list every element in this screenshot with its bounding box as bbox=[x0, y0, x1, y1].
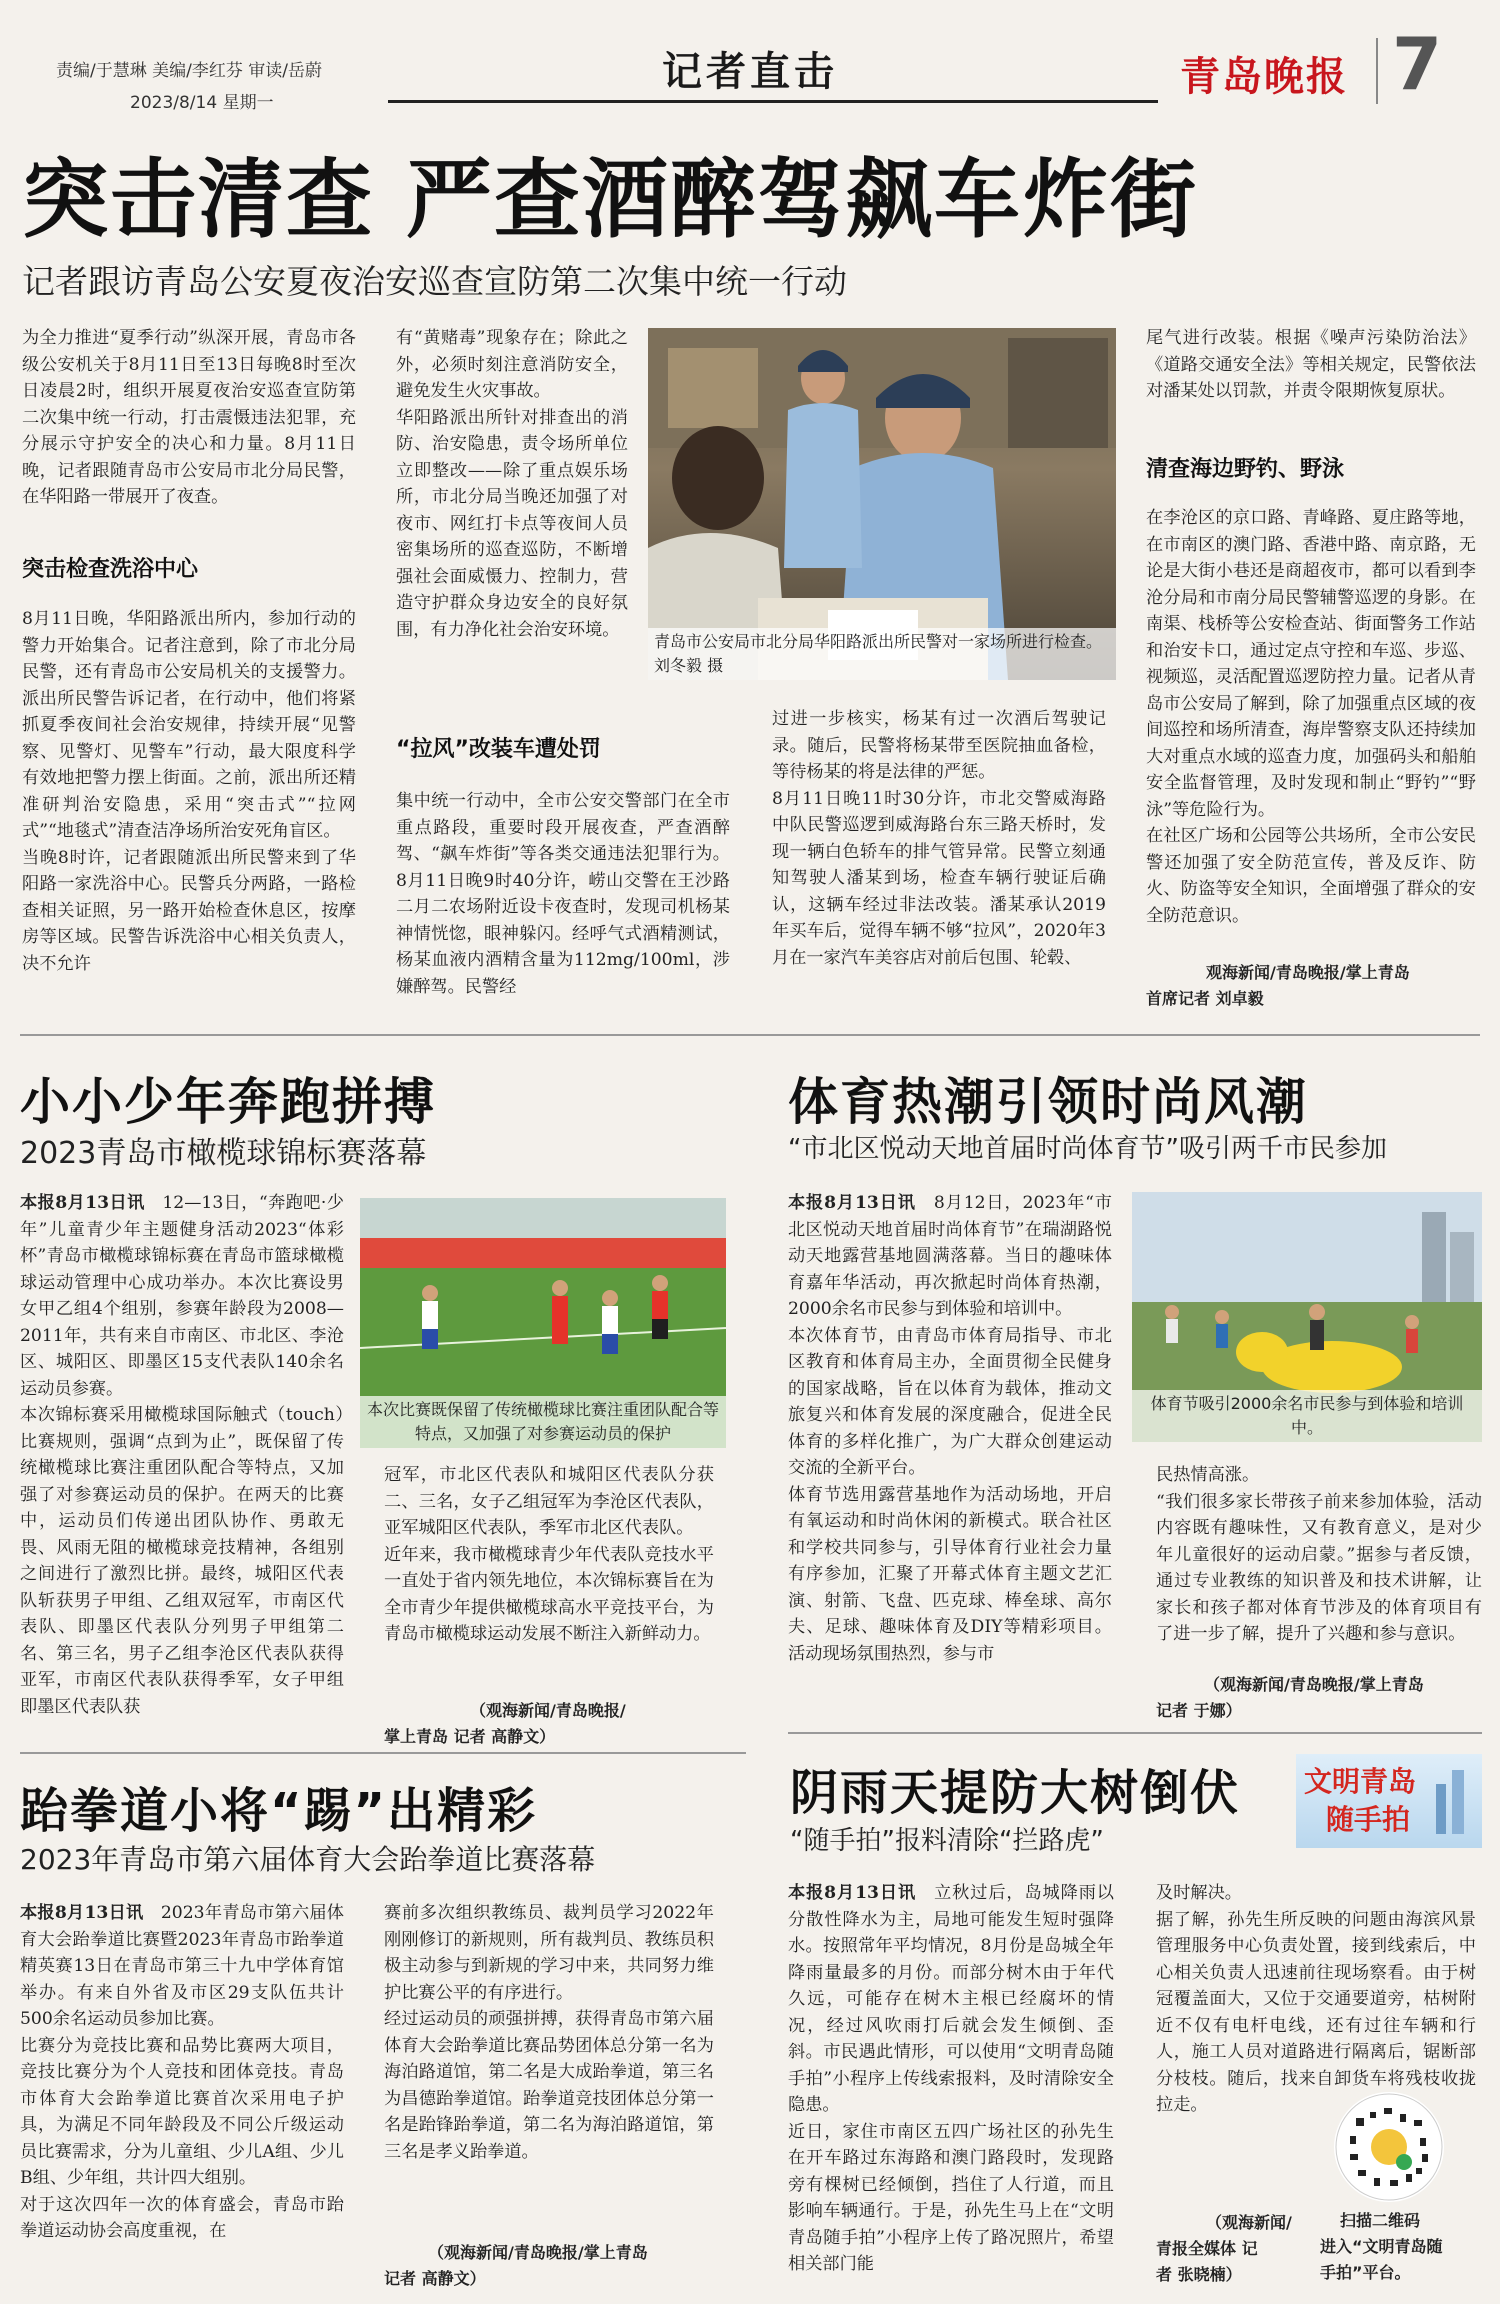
badge-building-icon bbox=[1436, 1784, 1446, 1834]
qr-caption-line2: 进入“文明青岛随 bbox=[1320, 2237, 1443, 2256]
story5-headline: 阴雨天提防大树倒伏 bbox=[790, 1765, 1241, 1821]
story4-subheadline: 2023年青岛市第六届体育大会跆拳道比赛落幕 bbox=[20, 1843, 596, 1876]
story5-credit-line1: （观海新闻/ bbox=[1206, 2213, 1292, 2232]
section-divider bbox=[20, 1034, 1480, 1036]
story4-headline: 跆拳道小将“踢”出精彩 bbox=[20, 1783, 538, 1839]
story4-credit-reporter: 记者 高静文） bbox=[384, 2269, 486, 2288]
qr-caption-line1: 扫描二维码 bbox=[1340, 2211, 1421, 2230]
newspaper-brand: 青岛晚报 bbox=[1180, 53, 1348, 100]
badge-title-line1: 文明青岛 bbox=[1304, 1765, 1417, 1798]
story5-subheadline: “随手拍”报料清除“拦路虎” bbox=[790, 1826, 1104, 1856]
story3-credit-reporter: 记者 于娜） bbox=[1156, 1701, 1242, 1720]
story4-col2: 赛前多次组织教练员、裁判员学习2022年刚刚修订的新规则，所有裁判员、教练员积极主动参与到新规的学习中来，共同努力维护比赛公平的有序进行。 经过运动员的顽强拼搏，获得青岛市第六届体育大会跆拳道比赛品势团体总分第一名为海泊路道馆，第二名是大成跆拳道，第三名为昌德跆拳道馆。跆拳道竞技团体总分第一名是跆锋跆拳道，第二名为海泊路道馆，第三名是孝义跆拳道。 bbox=[384, 1903, 714, 2162]
qr-code-icon[interactable] bbox=[1334, 2092, 1444, 2202]
badge-building-icon bbox=[1452, 1770, 1464, 1834]
story4-col1-text: 2023年青岛市第六届体育大会跆拳道比赛暨2023年青岛市跆拳道精英赛13日在青岛市第三十九中学体育馆举办。有来自外省及市区29支队伍共计500余名运动员参加比赛。 比赛分为竞技比赛和品势比赛两大项目，竞技比赛分为个人竞技和团体竞技。青岛市体育大会跆拳道比赛首次采用电子护具，为满足不同年龄段及不同公斤级运动员比赛需求，分为儿童组、少儿A组、少儿B组、少年组，共计四大组别。 对于这次四年一次的体育盛会，青岛市跆拳道运动协会高度重视，在 bbox=[20, 1903, 344, 2241]
story2-credit-reporter: 掌上青岛 记者 高静文） bbox=[384, 1727, 556, 1746]
story2-dateline: 本报8月13日讯 bbox=[20, 1193, 145, 1213]
badge-title-line2: 随手拍 bbox=[1326, 1803, 1411, 1836]
qr-caption-line3: 手拍”平台。 bbox=[1320, 2263, 1411, 2282]
story3-dateline: 本报8月13日讯 bbox=[788, 1193, 916, 1213]
story3-credit-outlets: （观海新闻/青岛晚报/掌上青岛 bbox=[1204, 1675, 1424, 1694]
civilized-qingdao-badge bbox=[1296, 1754, 1482, 1848]
story4-dateline: 本报8月13日讯 bbox=[20, 1903, 144, 1923]
header-rule bbox=[388, 100, 1158, 103]
section-divider-right bbox=[788, 1732, 1482, 1734]
story2-col1 bbox=[20, 1190, 344, 1745]
story1-credit-reporter: 首席记者 刘卓毅 bbox=[1146, 989, 1264, 1008]
story4-credit-outlets: （观海新闻/青岛晚报/掌上青岛 bbox=[428, 2243, 648, 2262]
story1-subhead-beach: 清查海边野钓、野泳 bbox=[1146, 457, 1345, 482]
story2-credit-outlets: （观海新闻/青岛晚报/ bbox=[470, 1701, 626, 1720]
police-photo-caption: 青岛市公安局市北分局华阳路派出所民警对一家场所进行检查。 刘冬毅 摄 bbox=[648, 628, 1116, 680]
page-number: 7 bbox=[1392, 22, 1443, 106]
sports-festival-photo bbox=[1132, 1192, 1482, 1442]
story1-col2-top: 有“黄赌毒”现象存在；除此之外，必须时刻注意消防安全，避免发生火灾事故。 华阳路派出所针对排查出的消防、治安隐患，责令场所单位立即整改——除了重点娱乐场所，市北分局当晚还加强了对夜市、网红打卡点等夜间人员密集场所的巡查巡防，不断增强社会面威慑力、控制力，营造守护群众身边安全的良好氛围，有力净化社会治安环境。 bbox=[396, 328, 628, 640]
rugby-photo-caption: 本次比赛既保留了传统橄榄球比赛注重团队配合等特点，又加强了对参赛运动员的保护 bbox=[360, 1396, 726, 1448]
rugby-match-photo bbox=[360, 1198, 726, 1448]
story1-col3-bottom: 过进一步核实，杨某有过一次酒后驾驶记录。随后，民警将杨某带至医院抽血备检，等待杨某的将是法律的严惩。 8月11日晚11时30分许，市北交警威海路中队民警巡逻到威海路台东三路天桥时，发现一辆白色轿车的排气管异常。民警立刻通知驾驶人潘某到场，检查车辆行驶证后确认，这辆车经过非法改装。潘某承认2019年买车后，觉得车辆不够“拉风”，2020年3月在一家汽车美容店对前后包围、轮毂、 bbox=[772, 709, 1106, 968]
story1-col4-top: 尾气进行改装。根据《噪声污染防治法》《道路交通安全法》等相关规定，民警依法对潘某处以罚款，并责令限期恢复原状。 bbox=[1146, 328, 1476, 401]
story1-col2-bottom: 集中统一行动中，全市公安交警部门在全市重点路段，重要时段开展夜查，严查酒醉驾、“飙车炸街”等各类交通违法犯罪行为。8月11日晚9时40分许，崂山交警在王沙路二月二农场附近设卡夜查时，发现司机杨某神情恍惚，眼神躲闪。经呼气式酒精测试，杨某血液内酒精含量为112mg/100ml，涉嫌醉驾。民警经 bbox=[396, 791, 730, 997]
story1-subhead-bath: 突击检查洗浴中心 bbox=[22, 557, 199, 582]
story5-col1-text: 立秋过后，岛城降雨以分散性降水为主，局地可能发生短时强降水。按照常年平均情况，8月份是岛城全年降雨量最多的月份。而部分树木由于年代久远，可能存在树木主根已经腐坏的情况，经过风吹雨打后就会发生倾倒、歪斜。市民遇此情形，可以使用“文明青岛随手拍”小程序上传线索报料，及时清除安全隐患。 近日，家住市南区五四广场社区的孙先生在开车路过东海路和澳门路段时，发现路旁有棵树已经倾倒，挡住了人行道，而且影响车辆通行。于是，孙先生马上在“文明青岛随手拍”小程序上传了路况照片，希望相关部门能 bbox=[788, 1883, 1114, 2274]
story2-col1-text: 12—13日，“奔跑吧·少年”儿童青少年主题健身活动2023“体彩杯”青岛市橄榄球锦标赛在青岛市篮球橄榄球运动管理中心成功举办。本次比赛设男女甲乙组4个组别，参赛年龄段为2008—2011年，共有来自市南区、市北区、李沧区、城阳区、即墨区15支代表队140余名运动员参赛。 本次锦标赛采用橄榄球国际触式（touch）比赛规则，强调“点到为止”，既保留了传统橄榄球比赛注重团队配合等特点，又加强了对参赛运动员的保护。在两天的比赛中，运动员们传递出团队协作、勇敢无畏、风雨无阻的橄榄球竞技精神，各组别之间进行了激烈比拼。最终，城阳区代表队斩获男子甲组、乙组双冠军，市南区代表队、即墨区代表队分列男子甲组第二名、第三名，男子乙组李沧区代表队获得亚军，市南区代表队获得季军，女子甲组即墨区代表队获 bbox=[20, 1193, 344, 1717]
story2-subheadline: 2023青岛市橄榄球锦标赛落幕 bbox=[20, 1136, 427, 1171]
issue-date: 2023/8/14 星期一 bbox=[130, 93, 274, 113]
story1-headline: 突击清查 严查酒醉驾飙车炸街 bbox=[22, 150, 1198, 250]
story3-headline: 体育热潮引领时尚风潮 bbox=[788, 1073, 1308, 1131]
story1-credit-outlets: 观海新闻/青岛晚报/掌上青岛 bbox=[1206, 963, 1410, 982]
story5-credit-line2: 青报全媒体 记 bbox=[1156, 2239, 1258, 2258]
story3-col2: 民热情高涨。 “我们很多家长带孩子前来参加体验，活动内容既有趣味性，又有教育意义，是对少年儿童很好的运动启蒙。”据参与者反馈，通过专业教练的知识普及和技术讲解，让家长和孩子都对体育节涉及的体育项目有了进一步了解，提升了兴趣和参与意识。 bbox=[1156, 1465, 1482, 1644]
header-divider bbox=[1376, 38, 1378, 104]
editor-credits: 责编/于慧琳 美编/李红芬 审读/岳蔚 bbox=[56, 61, 322, 81]
story3-subheadline: “市北区悦动天地首届时尚体育节”吸引两千市民参加 bbox=[788, 1134, 1387, 1164]
story1-intro: 为全力推进“夏季行动”纵深开展，青岛市各级公安机关于8月11日至13日每晚8时至次日凌晨2时，组织开展夏夜治安巡查宣防第二次集中统一行动，打击震慑违法犯罪，充分展示守护安全的决心和力量。8月11日晚，记者跟随青岛市公安局市北分局民警，在华阳路一带展开了夜查。 bbox=[22, 328, 356, 507]
story5-credit-line3: 者 张晓楠） bbox=[1156, 2265, 1242, 2284]
story3-col1 bbox=[788, 1190, 1112, 1730]
story1-subhead-cars: “拉风”改装车遭处罚 bbox=[396, 737, 601, 762]
story5-col2: 及时解决。 据了解，孙先生所反映的问题由海滨风景管理服务中心负责处置，接到线索后，中心相关负责人迅速前往现场察看。由于树冠覆盖面大，又位于交通要道旁，枯树附近不仅有电杆电线，还有过往车辆和行人，施工人员对道路进行隔离后，锯断部分枝枝。随后，找来自卸货车将残枝收拢拉走。 bbox=[1156, 1883, 1476, 2115]
section-title: 记者直击 bbox=[662, 49, 838, 95]
story3-col1-text: 8月12日，2023年“市北区悦动天地首届时尚体育节”在瑞湖路悦动天地露营基地圆满落幕。当日的趣味体育嘉年华活动，再次掀起时尚体育热潮，2000余名市民参与到体验和培训中。 本次体育节，由青岛市体育局指导、市北区教育和体育局主办，全面贯彻全民健身的国家战略，旨在以体育为载体，推动文旅复兴和体育发展的深度融合，促进全民体育的多样化推广，为广大群众创建运动交流的全新平台。 体育节选用露营基地作为活动场地，开启有氧运动和时尚休闲的新模式。联合社区和学校共同参与，引导体育行业社会力量有序参加，汇聚了开幕式体育主题文艺汇演、射箭、飞盘、匹克球、棒垒球、高尔夫、足球、趣味体育及DIY等精彩项目。活动现场氛围热烈，参与市 bbox=[788, 1193, 1112, 1664]
story2-headline: 小小少年奔跑拼搏 bbox=[20, 1073, 436, 1131]
story4-col1 bbox=[20, 1900, 344, 2296]
festival-photo-caption: 体育节吸引2000余名市民参与到体验和培训中。 bbox=[1132, 1390, 1482, 1442]
story2-col2: 冠军，市北区代表队和城阳区代表队分获二、三名，女子乙组冠军为李沧区代表队，亚军城阳区代表队，季军市北区代表队。 近年来，我市橄榄球青少年代表队竞技水平一直处于省内领先地位，本次锦标赛旨在为全市青少年提供橄榄球高水平竞技平台，为青岛市橄榄球运动发展不断注入新鲜动力。 bbox=[384, 1465, 714, 1644]
story5-dateline: 本报8月13日讯 bbox=[788, 1883, 917, 1903]
section-divider-left bbox=[20, 1752, 746, 1754]
story1-subheadline: 记者跟访青岛公安夏夜治安巡查宣防第二次集中统一行动 bbox=[22, 262, 847, 301]
qr-pattern-icon bbox=[1334, 2092, 1444, 2202]
story5-col1 bbox=[788, 1880, 1114, 2290]
story1-col4-body: 在李沧区的京口路、青峰路、夏庄路等地，在市南区的澳门路、香港中路、南京路，无论是大街小巷还是商超夜市，都可以看到李沧分局和市南分局民警辅警巡逻的身影。在南渠、栈桥等公安检查站、街面警务工作站和治安卡口，通过定点守控和车巡、步巡、视频巡，灵活配置巡逻防控力量。记者从青岛市公安局了解到，除了加强重点区域的夜间巡控和场所清查，海岸警察支队还持续加大对重点水域的巡查力度，加强码头和船舶安全监督管理，及时发现和制止“野钓”“野泳”等危险行为。 在社区广场和公园等公共场所，全市公安民警还加强了安全防范宣传，普及反诈、防火、防盗等安全知识，全面增强了群众的安全防范意识。 bbox=[1146, 508, 1476, 926]
police-inspection-photo bbox=[648, 328, 1116, 680]
story1-col1-body: 8月11日晚，华阳路派出所内，参加行动的警力开始集合。记者注意到，除了市北分局民警，还有青岛市公安局机关的支援警力。派出所民警告诉记者，在行动中，他们将紧抓夏季夜间社会治安规律，持续开展“见警察、见警灯、见警车”行动，最大限度科学有效地把警力摆上街面。之前，派出所还精准研判治安隐患，采用“突击式”“拉网式”“地毯式”清查洁净场所治安死角盲区。 当晚8时许，记者跟随派出所民警来到了华阳路一家洗浴中心。民警兵分两路，一路检查相关证照，另一路开始检查休息区，按摩房等区域。民警告诉洗浴中心相关负责人，决不允许 bbox=[22, 609, 356, 974]
